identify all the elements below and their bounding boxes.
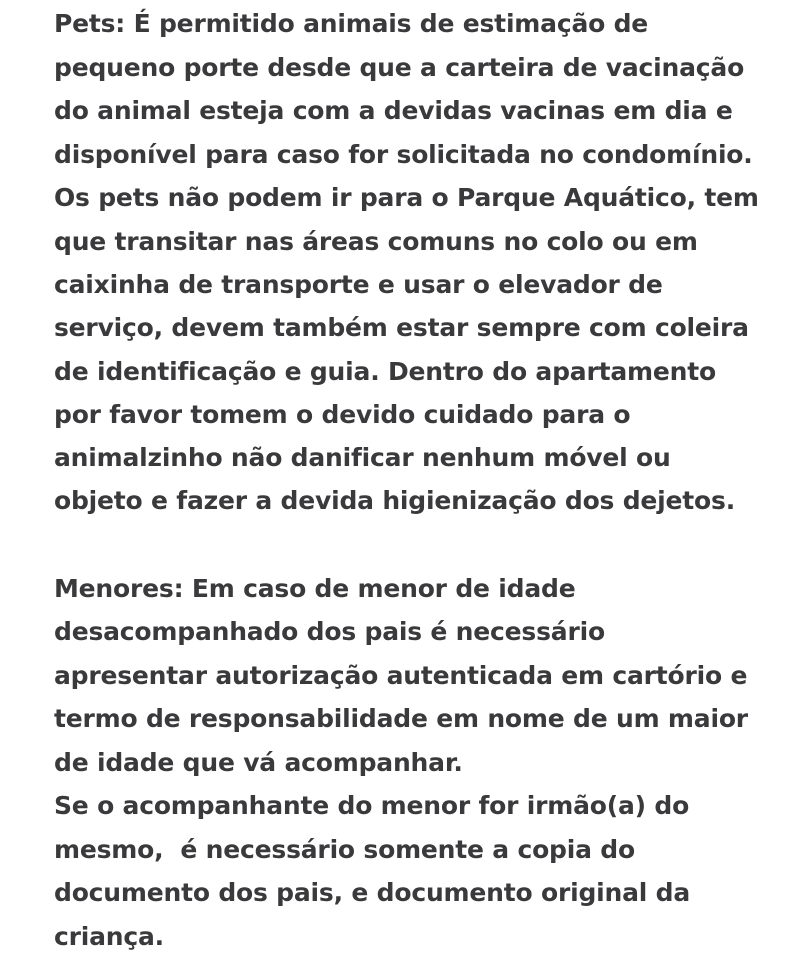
- menores-line: de idade que vá acompanhar.: [54, 748, 463, 777]
- menores-line: apresentar autorização autenticada em cartório e: [54, 661, 748, 690]
- pets-line: pequeno porte desde que a carteira de vacinação: [54, 53, 745, 82]
- pets-line: que transitar nas áreas comuns no colo ou em: [54, 227, 698, 256]
- pets-line: animalzinho não danificar nenhum móvel ou: [54, 443, 671, 472]
- pets-line: caixinha de transporte e usar o elevador de: [54, 270, 663, 299]
- menores-line: Se o acompanhante do menor for irmão(a) do: [54, 791, 690, 820]
- menores-line: termo de responsabilidade em nome de um maior: [54, 704, 748, 733]
- pets-line: por favor tomem o devido cuidado para o: [54, 400, 631, 429]
- pets-line: Os pets não podem ir para o Parque Aquático, tem: [54, 183, 759, 212]
- pets-line: do animal esteja com a devidas vacinas em dia e: [54, 96, 733, 125]
- menores-line: Menores: Em caso de menor de idade: [54, 574, 576, 603]
- pets-line: serviço, devem também estar sempre com coleira: [54, 313, 749, 342]
- pets-line: objeto e fazer a devida higienização dos dejetos.: [54, 486, 736, 515]
- menores-line: documento dos pais, e documento original da: [54, 878, 691, 907]
- menores-line: mesmo, é necessário somente a copia do: [54, 835, 635, 864]
- pets-line: Pets: É permitido animais de estimação de: [54, 9, 649, 38]
- pets-line: disponível para caso for solicitada no condomínio.: [54, 140, 753, 169]
- menores-line: desacompanhado dos pais é necessário: [54, 617, 605, 646]
- menores-line: criança.: [54, 922, 164, 951]
- pets-line: de identificação e guia. Dentro do apartamento: [54, 357, 716, 386]
